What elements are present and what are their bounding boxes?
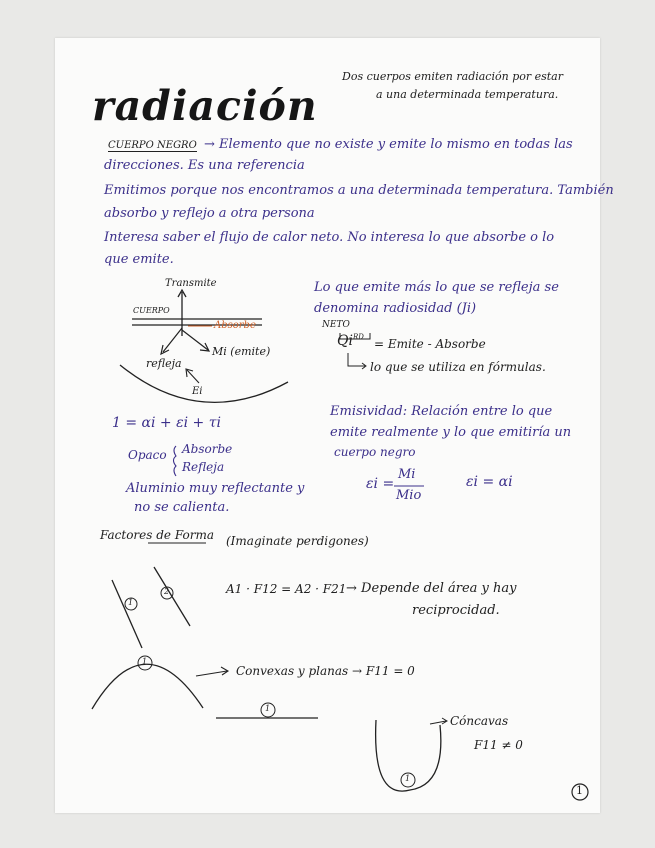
absorbe-label: Absorbe — [214, 320, 256, 331]
balance-equation: 1 = αi + εi + τi — [112, 415, 221, 431]
cuerpo-negro-line-2: direcciones. Es una referencia — [104, 158, 305, 173]
concavas-f-label: F11 ≠ 0 — [474, 738, 523, 752]
plane-number: 1 — [265, 704, 271, 713]
emisividad-line-3: cuerpo negro — [334, 445, 416, 459]
emisividad-denominator: Mio — [396, 488, 422, 503]
page-number: 1 — [576, 784, 583, 797]
opaco-absorbe: Absorbe — [182, 442, 233, 456]
radiosidad-line-2: denomina radiosidad (Ji) — [314, 301, 477, 316]
opaco-label: Opaco — [128, 448, 167, 462]
epsilon-label: Ei — [192, 386, 203, 397]
surface-1-line — [112, 580, 142, 648]
radiosidad-line-1: Lo que emite más lo que se refleja se — [314, 280, 559, 295]
intro-line-1: Dos cuerpos emiten radiación por estar — [342, 70, 563, 83]
cuerpo-negro-label: CUERPO NEGRO — [108, 140, 197, 151]
intro-line-2: a una determinada temperatura. — [376, 88, 559, 101]
emisividad-eq-left: εi = — [366, 476, 395, 492]
concave-number: 1 — [405, 774, 411, 783]
cuerpo-negro-line-6: que emite. — [104, 252, 174, 267]
utiliza-note: lo que se utiliza en fórmulas. — [370, 360, 546, 374]
emisividad-numerator: Mi — [398, 467, 416, 482]
factores-title: Factores de Forma — [100, 528, 215, 542]
cuerpo-negro-line-4: absorbo y reflejo a otra persona — [104, 206, 315, 221]
incident-arrow — [187, 370, 199, 383]
q-net-symbol: $Qi^{RD}$ — [337, 333, 364, 349]
convexas-label: Convexas y planas → F11 = 0 — [236, 664, 415, 678]
emisividad-line-1: Emisividad: Relación entre lo que — [330, 404, 553, 419]
opaco-brace — [174, 446, 177, 476]
cuerpo-negro-line-1: → Elemento que no existe y emite lo mismo en todas las — [204, 137, 573, 152]
surface-1-number: 1 — [128, 598, 134, 607]
emisividad-line-2: emite realmente y lo que emitiría un — [330, 425, 572, 440]
reflect-arrow — [163, 328, 182, 352]
neto-label: NETO — [322, 320, 350, 330]
factores-note: (Imaginate perdigones) — [226, 534, 369, 548]
emite-label: Mi (emite) — [212, 345, 271, 358]
utiliza-arrow — [348, 353, 365, 366]
reciprocity-note-2: reciprocidad. — [412, 603, 500, 618]
transmite-label: Transmite — [165, 278, 217, 289]
body-curve — [120, 365, 288, 402]
cuerpo-label: CUERPO — [133, 306, 170, 315]
reciprocity-note-1: → Depende del área y hay — [346, 581, 517, 596]
aluminio-line-1: Aluminio muy reflectante y — [126, 481, 305, 496]
q-net-formula: = Emite - Absorbe — [374, 337, 486, 351]
emisividad-eq-right: εi = αi — [466, 474, 513, 490]
refleja-label: refleja — [146, 357, 182, 370]
surface-2-number: 2 — [164, 587, 170, 596]
convex-dome — [92, 664, 203, 709]
concavas-label: Cóncavas — [450, 714, 509, 728]
emit-arrow — [182, 330, 208, 350]
aluminio-line-2: no se calienta. — [134, 500, 230, 515]
reciprocity-equation: A1 · F12 = A2 · F21 — [226, 582, 347, 596]
cuerpo-negro-line-5: Interesa saber el flujo de calor neto. No interesa lo que absorbe o lo — [104, 230, 555, 245]
convex-number: 1 — [142, 657, 148, 666]
cuerpo-negro-line-3: Emitimos porque nos encontramos a una determinada temperatura. También — [104, 183, 614, 198]
page-title: radiación — [92, 82, 318, 130]
opaco-refleja: Refleja — [182, 460, 225, 474]
